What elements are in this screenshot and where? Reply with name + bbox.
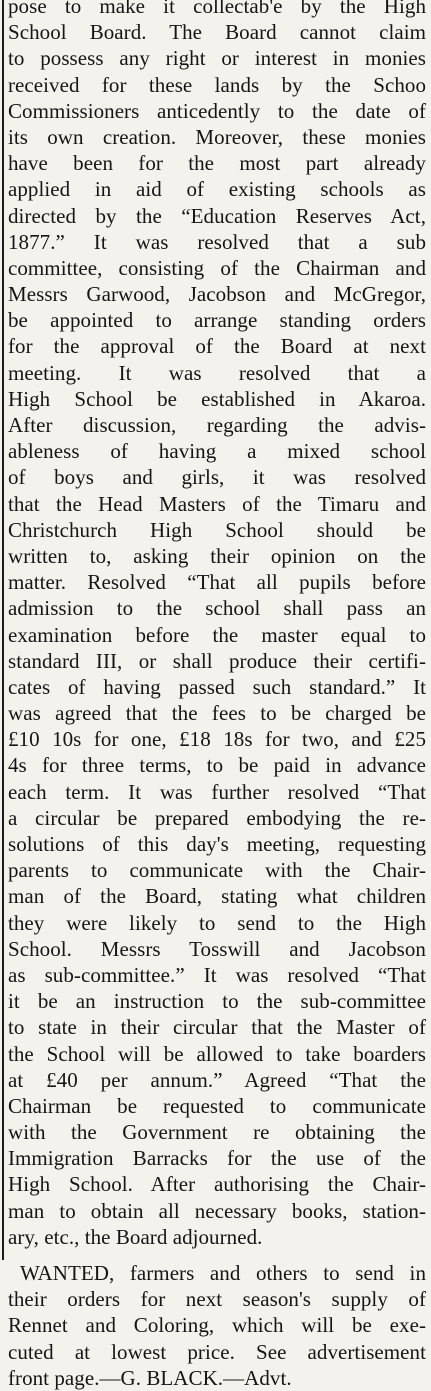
text-line: committee, consisting of the Chairman and [8, 255, 426, 280]
text-line: written to, asking their opinion on the [8, 543, 426, 568]
text-line: with the Government re obtaining the [8, 1120, 426, 1145]
text-line: was agreed that the fees to be charged be [8, 701, 426, 726]
text-line: of boys and girls, it was resolved [8, 465, 426, 490]
text-line: that the Head Masters of the Timaru and [8, 491, 426, 516]
text-line: Chairman be requested to communicate [8, 1093, 426, 1118]
text-line: the School will be allowed to take boarders [8, 1041, 426, 1066]
article-body [8, 0, 426, 1391]
text-line: ableness of having a mixed school [8, 439, 426, 464]
text-line: matter. Resolved “That all pupils before [8, 570, 426, 595]
text-line: man to obtain all necessary books, station- [8, 1198, 426, 1223]
text-line: Immigration Barracks for the use of the [8, 1146, 426, 1171]
text-line: it be an instruction to the sub-committee [8, 989, 426, 1014]
text-line: 1877.” It was resolved that a sub [8, 229, 426, 254]
text-line: parents to communicate with the Chair- [8, 858, 426, 883]
text-line: they were likely to send to the High [8, 910, 426, 935]
paragraph-advertisement [8, 1260, 426, 1391]
text-line: After discussion, regarding the advis- [8, 413, 426, 437]
text-line: its own creation. Moreover, these monies [8, 124, 426, 149]
column-rule [2, 0, 4, 1260]
text-line: solutions of this day's meeting, requesting [8, 832, 426, 856]
text-line: directed by the “Education Reserves Act, [8, 203, 426, 228]
text-line: School Board. The Board cannot claim [8, 20, 426, 45]
text-line: a circular be prepared embodying the re- [8, 805, 426, 830]
text-line: standard III, or shall produce their certifi- [8, 648, 426, 673]
text-line: at £40 per annum.” Agreed “That the [8, 1067, 426, 1092]
text-line: applied in aid of existing schools as [8, 177, 426, 202]
text-line: pose to make it collectab'e by the High [8, 0, 426, 18]
text-line: Christchurch High School should be [8, 517, 426, 542]
text-line: each term. It was further resolved “That [8, 779, 426, 804]
text-line: have been for the most part already [8, 151, 426, 176]
text-line: to possess any right or interest in monies [8, 46, 426, 71]
text-line: admission to the school shall pass an [8, 596, 426, 621]
text-line: their orders for next season's supply of [8, 1287, 426, 1312]
text-line: Messrs Garwood, Jacobson and McGregor, [8, 282, 426, 307]
text-line: High School be established in Akaroa. [8, 386, 426, 411]
text-line: meeting. It was resolved that a [8, 360, 426, 385]
text-line: ary, etc., the Board adjourned. [8, 1224, 263, 1249]
text-line: to state in their circular that the Master of [8, 1015, 426, 1040]
paragraph-board-minutes [8, 0, 426, 1250]
text-line: for the approval of the Board at next [8, 334, 426, 359]
text-line: WANTED, farmers and others to send in [20, 1261, 426, 1285]
text-line: as sub-committee.” It was resolved “That [8, 962, 426, 987]
text-line: 4s for three terms, to be paid in advance [8, 753, 426, 778]
text-line: Commissioners anticedently to the date of [8, 98, 426, 123]
text-line: received for these lands by the Schoo [8, 72, 426, 97]
text-line: School. Messrs Tosswill and Jacobson [8, 936, 426, 961]
text-line: front page.—G. BLACK.—Advt. [8, 1365, 292, 1390]
text-line: be appointed to arrange standing orders [8, 308, 426, 333]
text-line: Rennet and Coloring, which will be exe- [8, 1313, 426, 1338]
text-line: cates of having passed such standard.” It [8, 674, 426, 699]
text-line: High School. After authorising the Chair- [8, 1172, 426, 1197]
text-line: examination before the master equal to [8, 622, 426, 647]
text-line: £10 10s for one, £18 18s for two, and £25 [8, 727, 426, 752]
text-line: cuted at lowest price. See advertisement [8, 1339, 426, 1364]
text-line: man of the Board, stating what children [8, 884, 426, 909]
